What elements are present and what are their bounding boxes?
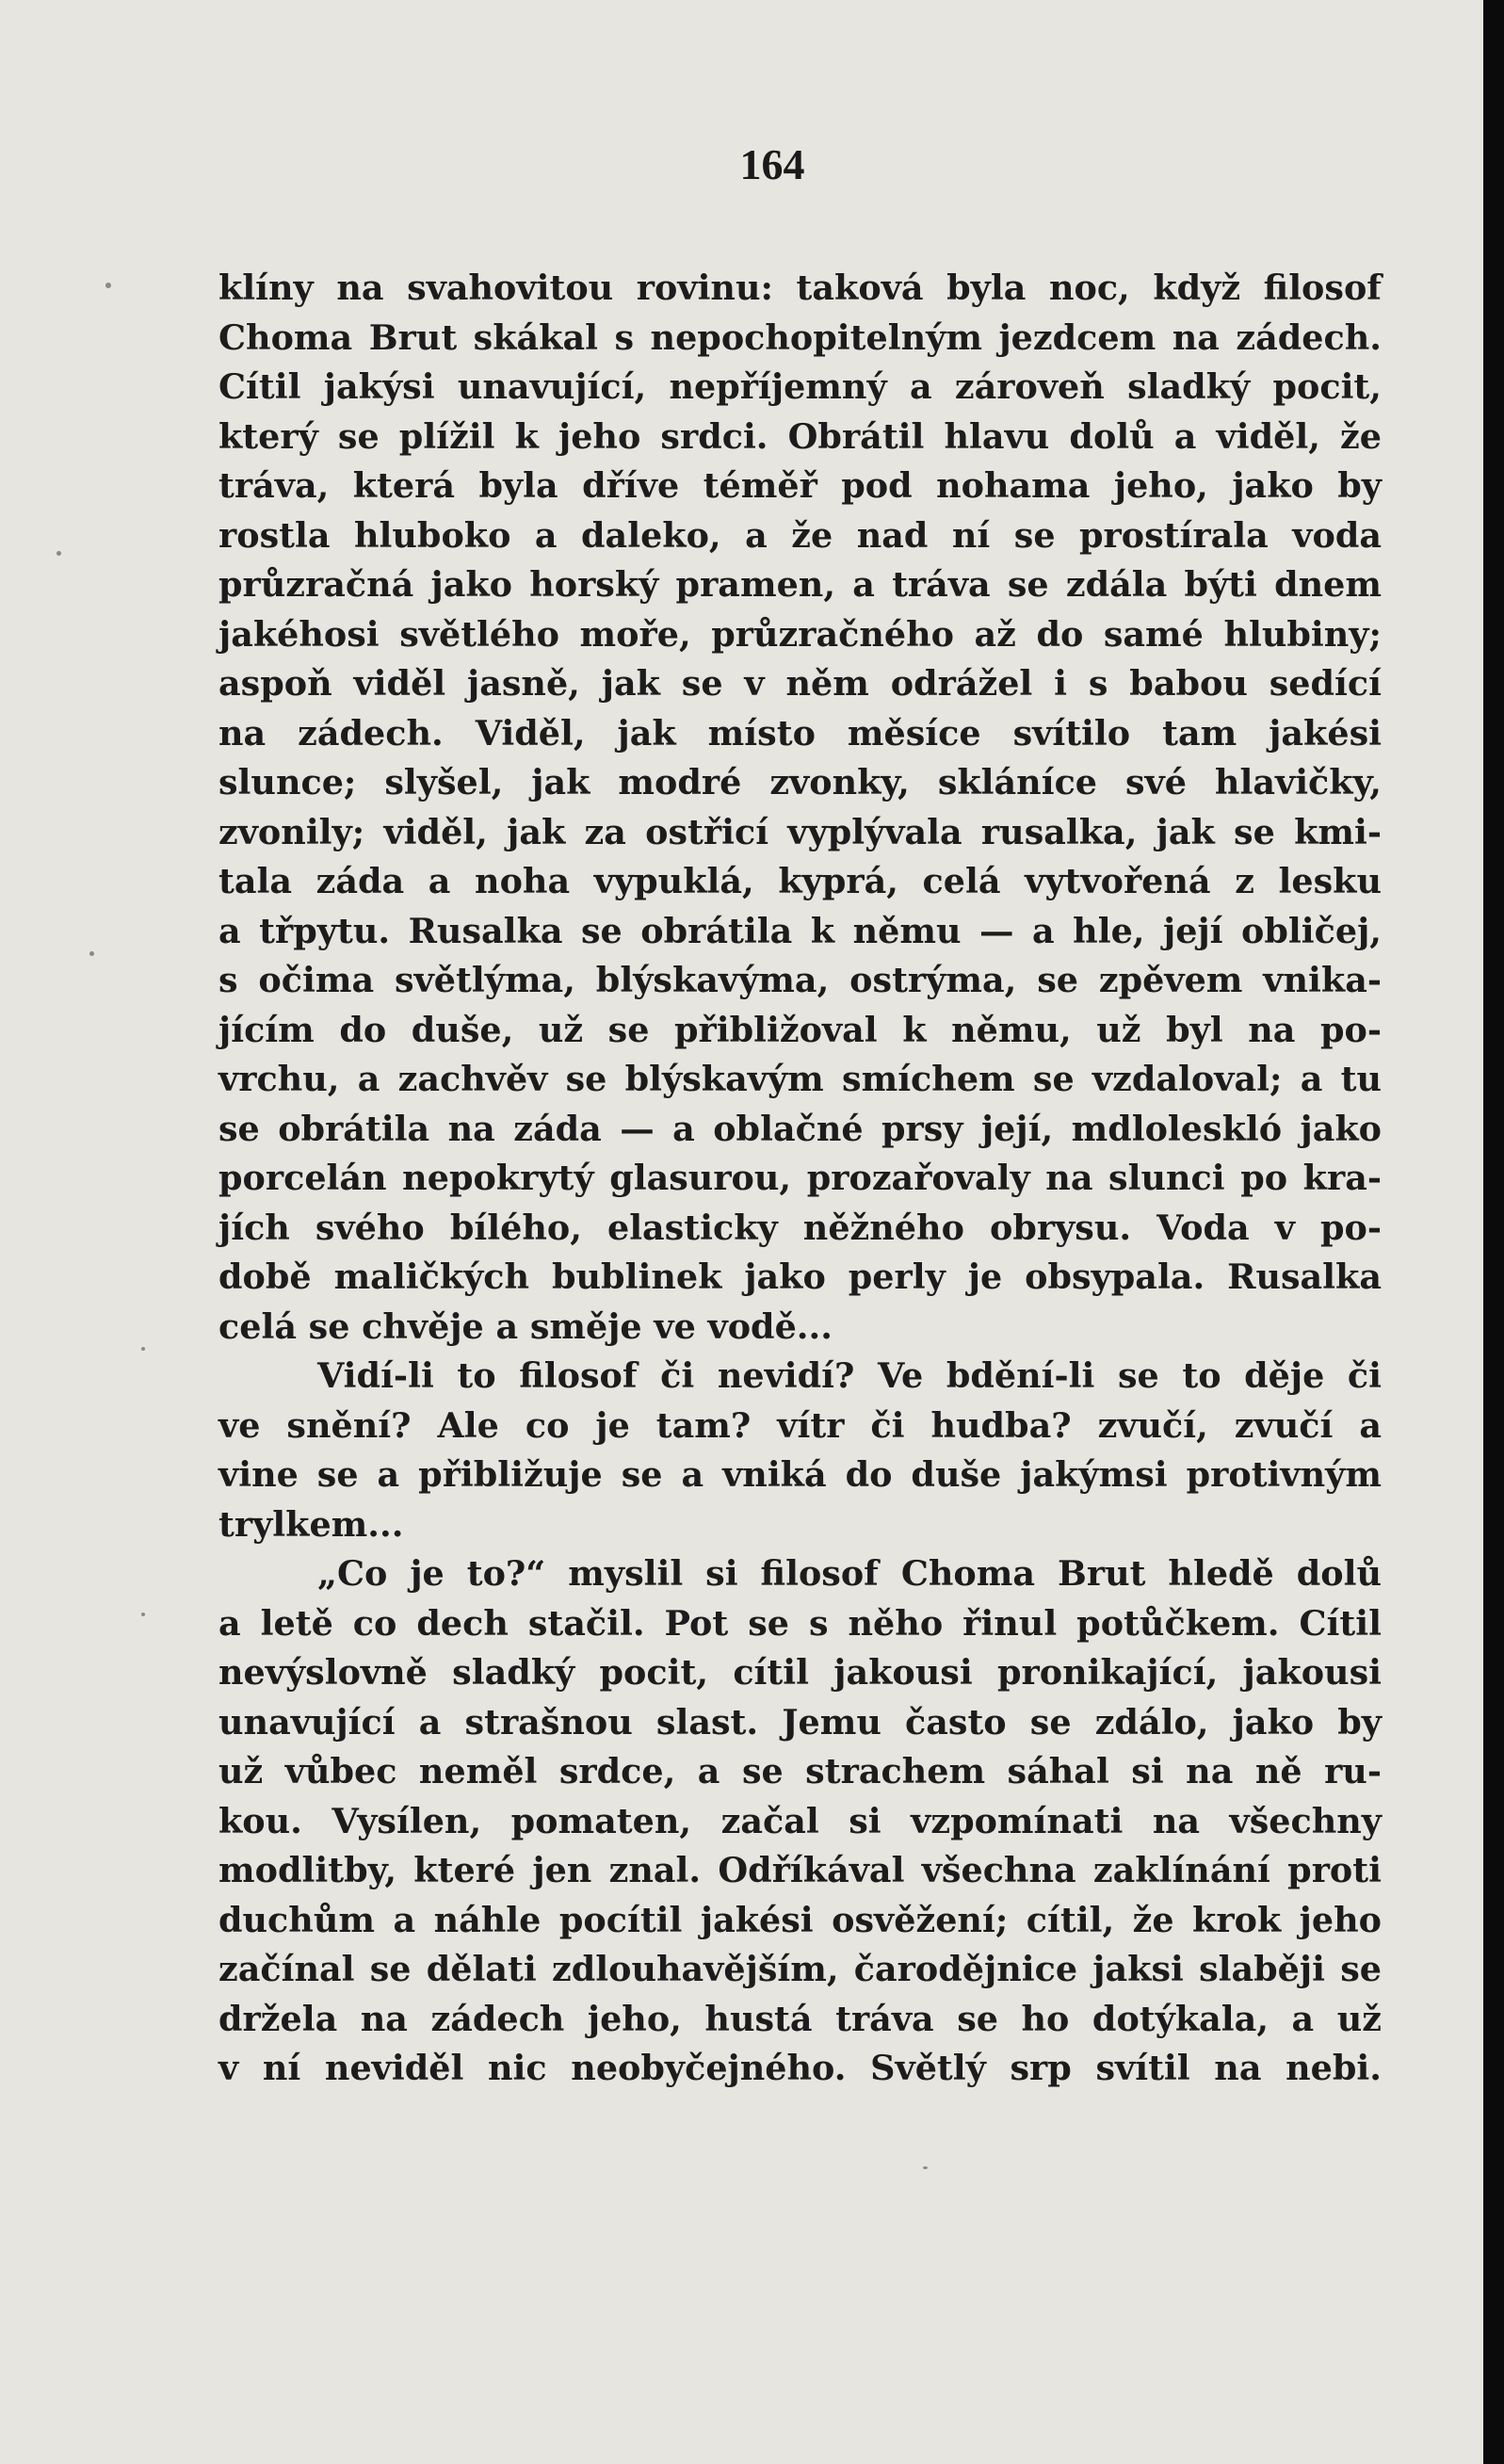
print-speck	[141, 1613, 145, 1616]
text-line: a třpytu. Rusalka se obrátila k němu — a hle, její obličej,	[218, 910, 1382, 951]
scan-edge	[1483, 0, 1504, 2464]
print-speck	[57, 551, 61, 556]
text-line: už vůbec neměl srdce, a se strachem sáhal si na ně ru-	[218, 1751, 1382, 1791]
text-line: kou. Vysílen, pomaten, začal si vzpomínati na všechny	[218, 1800, 1382, 1841]
body-text	[218, 264, 1382, 2094]
text-line: celá se chvěje a směje ve vodě...	[218, 1305, 833, 1347]
page-number: 164	[739, 140, 805, 188]
text-line: začínal se dělati zdlouhavějším, čarodějnice jaksi slaběji se	[218, 1949, 1382, 1989]
text-line: a letě co dech stačil. Pot se s něho řinul potůčkem. Cítil	[218, 1602, 1382, 1644]
text-line: vrchu, a zachvěv se blýskavým smíchem se vzdaloval; a tu	[218, 1059, 1382, 1099]
text-line: slunce; slyšel, jak modré zvonky, skláníce své hlavičky,	[218, 762, 1382, 802]
text-line: držela na zádech jeho, hustá tráva se ho dotýkala, a už	[218, 1998, 1382, 2039]
text-line: tráva, která byla dříve téměř pod nohama jeho, jako by	[218, 465, 1382, 506]
print-speck	[105, 283, 111, 288]
text-line: době maličkých bublinek jako perly je obsypala. Rusalka	[218, 1256, 1382, 1297]
text-line: jích svého bílého, elasticky něžného obrysu. Voda v po-	[218, 1207, 1382, 1248]
text-line: jícím do duše, už se přibližoval k němu, už byl na po-	[218, 1009, 1382, 1050]
text-line: Choma Brut skákal s nepochopitelným jezdcem na zádech.	[218, 316, 1382, 358]
text-line: duchům a náhle pocítil jakési osvěžení; cítil, že krok jeho	[218, 1899, 1382, 1940]
text-line: se obrátila na záda — a oblačné prsy její, mdloleskló jako	[218, 1108, 1382, 1149]
text-line: na zádech. Viděl, jak místo měsíce svítilo tam jakési	[218, 712, 1382, 754]
text-line: ve snění? Ale co je tam? vítr či hudba? zvučí, zvučí a	[218, 1404, 1382, 1446]
print-speck	[141, 1347, 145, 1351]
text-line: průzračná jako horský pramen, a tráva se zdála býti dnem	[218, 564, 1382, 605]
text-line: modlitby, které jen znal. Odříkával všechna zaklínání proti	[218, 1850, 1382, 1890]
text-line: tala záda a noha vypuklá, kyprá, celá vytvořená z lesku	[218, 861, 1382, 901]
text-line: trylkem...	[218, 1503, 404, 1545]
text-line: který se plížil k jeho srdci. Obrátil hlavu dolů a viděl, že	[218, 415, 1382, 457]
text-line: Vidí-li to filosof či nevidí? Ve bdění-li se to děje či	[317, 1355, 1382, 1396]
text-line: porcelán nepokrytý glasurou, prozařovaly na slunci po kra-	[218, 1158, 1382, 1198]
text-line: vine se a přibližuje se a vniká do duše jakýmsi protivným	[218, 1454, 1382, 1495]
text-line: Cítil jakýsi unavující, nepříjemný a zároveň sladký pocit,	[218, 366, 1382, 407]
text-line: v ní neviděl nic neobyčejného. Světlý srp svítil na nebi.	[218, 2048, 1382, 2088]
text-line: unavující a strašnou slast. Jemu často se zdálo, jako by	[218, 1701, 1382, 1743]
text-line: aspoň viděl jasně, jak se v něm odrážel i s babou sedící	[218, 663, 1382, 704]
print-speck	[923, 2166, 928, 2169]
text-line: zvonily; viděl, jak za ostřicí vyplývala rusalka, jak se kmi-	[218, 811, 1382, 852]
text-line: jakéhosi světlého moře, průzračného až do samé hlubiny;	[218, 613, 1382, 655]
print-speck	[89, 951, 94, 956]
text-line: klíny na svahovitou rovinu: taková byla noc, když filosof	[218, 267, 1382, 308]
text-line: s očima světlýma, blýskavýma, ostrýma, se zpěvem vnika-	[218, 960, 1382, 1000]
text-line: nevýslovně sladký pocit, cítil jakousi pronikající, jakousi	[218, 1652, 1382, 1693]
text-line: rostla hluboko a daleko, a že nad ní se prostírala voda	[218, 514, 1382, 556]
text-line: „Co je to?“ myslil si filosof Choma Brut hledě dolů	[317, 1553, 1382, 1594]
